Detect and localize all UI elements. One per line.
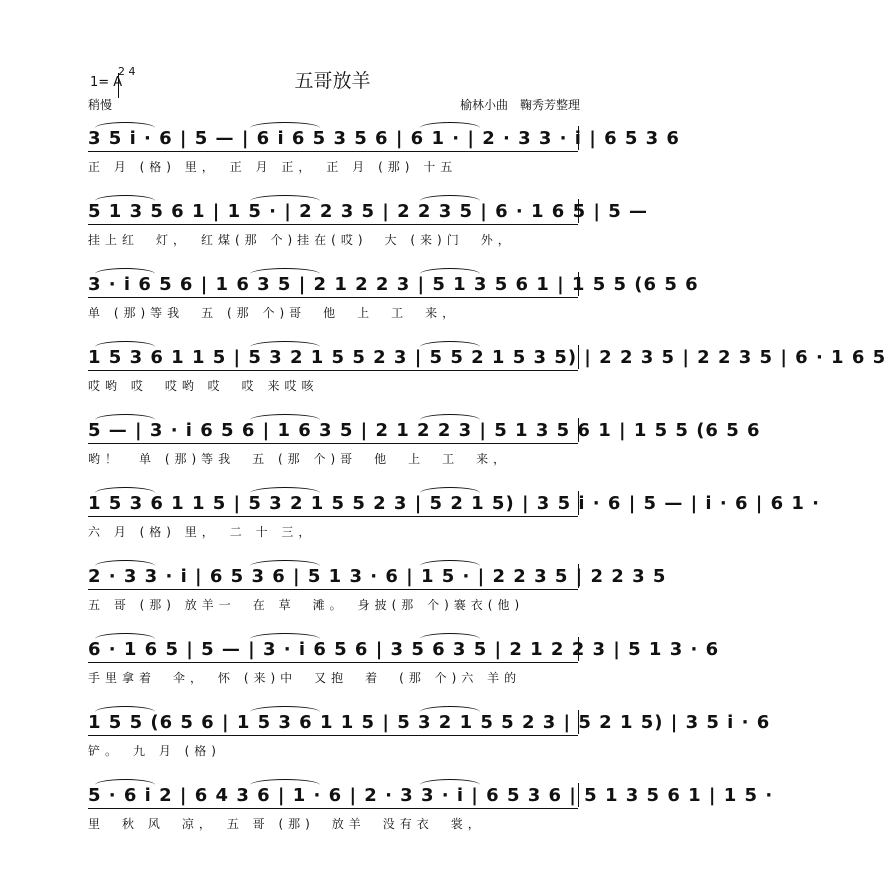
- beam-line: [88, 516, 578, 517]
- tie-arc: [420, 487, 480, 493]
- time-numerator: 2: [118, 65, 125, 78]
- notation-system: [0, 558, 665, 618]
- barline: [578, 783, 579, 807]
- notation-system: [0, 704, 771, 764]
- beam-line: [88, 297, 578, 298]
- beam-line: [88, 589, 578, 590]
- notation-system: [0, 485, 821, 545]
- notation-system: [0, 266, 699, 326]
- tie-arc: [420, 706, 480, 712]
- tie-arc: [95, 779, 155, 785]
- notation-line: 6 · 1 6 5 | 5 — | 3 · i 6 5 6 | 3 5 6 3 5 | 2 1 2 2 3 | 5 1 3 · 6: [88, 639, 720, 660]
- tie-arc: [250, 268, 320, 274]
- tie-arc: [420, 341, 480, 347]
- lyrics-line: 挂上红 灯， 红煤(那 个)挂在(哎) 大 (来)门 外，: [88, 233, 515, 247]
- notation-system: [0, 193, 665, 253]
- notation-line: 1 5 3 6 1 1 5 | 5 3 2 1 5 5 2 3 | 5 5 2 1 5 3 5) | 2 2 3 5 | 2 2 3 5 | 6 · 1 6 5: [88, 347, 886, 368]
- notation-line: 1 5 3 6 1 1 5 | 5 3 2 1 5 5 2 3 | 5 2 1 5) | 3 5 i · 6 | 5 — | i · 6 | 6 1 ·: [88, 493, 821, 514]
- beam-line: [88, 151, 578, 152]
- notation-line: 3 5 i · 6 | 5 — | 6 i 6 5 3 5 6 | 6 1 · | 2 · 3 3 · i | 6 5 3 6: [88, 128, 680, 149]
- tie-arc: [420, 195, 480, 201]
- lyrics-line: 单 (那)等我 五 (那 个)哥 他 上 工 来，: [88, 306, 460, 320]
- notation-line: 3 · i 6 5 6 | 1 6 3 5 | 2 1 2 2 3 | 5 1 3 5 6 1 | 1 5 5 (6 5 6: [88, 274, 699, 295]
- lyrics-line: 里 秋 风 凉， 五 哥 (那) 放羊 没有衣 裳，: [88, 817, 485, 831]
- notation-system: [0, 777, 774, 837]
- notation-system: [0, 339, 886, 399]
- barline: [578, 491, 579, 515]
- tie-arc: [250, 341, 320, 347]
- tie-arc: [95, 341, 155, 347]
- lyrics-line: 手里拿着 伞， 怀 (来)中 又抱 着 (那 个)六 羊的: [88, 671, 522, 685]
- barline: [578, 126, 579, 150]
- tie-arc: [250, 779, 320, 785]
- tie-arc: [420, 560, 480, 566]
- tie-arc: [95, 487, 155, 493]
- notation-line: 5 · 6 i 2 | 6 4 3 6 | 1 · 6 | 2 · 3 3 · i | 6 5 3 6 | 5 1 3 5 6 1 | 1 5 ·: [88, 785, 774, 806]
- tie-arc: [95, 560, 155, 566]
- tie-arc: [250, 706, 320, 712]
- tie-arc: [420, 268, 480, 274]
- barline: [578, 272, 579, 296]
- credit-line: 榆林小曲 鞠秀芳整理: [460, 98, 581, 112]
- lyrics-line: 正 月 (格) 里， 正 月 正， 正 月 (那) 十五: [88, 160, 458, 174]
- tempo-marking: 稍慢: [88, 98, 113, 112]
- beam-line: [88, 370, 578, 371]
- beam-line: [88, 662, 578, 663]
- notation-line: 5 — | 3 · i 6 5 6 | 1 6 3 5 | 2 1 2 2 3 | 5 1 3 5 6 1 | 1 5 5 (6 5 6: [88, 420, 761, 441]
- tie-arc: [250, 560, 320, 566]
- tie-arc: [95, 195, 155, 201]
- barline: [578, 637, 579, 661]
- tie-arc: [250, 414, 320, 420]
- lyrics-line: 铲。 九 月 (格): [88, 744, 221, 758]
- barline: [578, 710, 579, 734]
- time-denominator: 4: [128, 65, 136, 78]
- notation-system: [0, 120, 680, 180]
- beam-line: [88, 808, 578, 809]
- beam-line: [88, 224, 578, 225]
- song-title: 五哥放羊: [294, 70, 371, 92]
- key-signature: 1= A: [90, 75, 123, 90]
- tie-arc: [250, 195, 320, 201]
- tie-arc: [420, 122, 480, 128]
- time-signature: [118, 65, 136, 78]
- lyrics-line: 哎哟 哎 哎哟 哎 哎 来哎咳: [88, 379, 319, 393]
- tie-arc: [95, 633, 155, 639]
- barline: [578, 564, 579, 588]
- tie-arc: [95, 268, 155, 274]
- beam-line: [88, 735, 578, 736]
- lyrics-line: 哟！ 单 (那)等我 五 (那 个)哥 他 上 工 来，: [88, 452, 511, 466]
- barline: [578, 345, 579, 369]
- barline: [578, 199, 579, 223]
- notation-line: 5 1 3 5 6 1 | 1 5 · | 2 2 3 5 | 2 2 3 5 | 6 · 1 6 5 | 5 —: [88, 201, 649, 222]
- tie-arc: [420, 779, 480, 785]
- tie-arc: [95, 706, 155, 712]
- barline: [578, 418, 579, 442]
- tie-arc: [250, 487, 320, 493]
- notation-system: [0, 631, 720, 691]
- lyrics-line: 五 哥 (那) 放羊一 在 草 滩。 身披(那 个)褰衣(他): [88, 598, 525, 612]
- beam-line: [88, 443, 578, 444]
- notation-system: [0, 412, 761, 472]
- tie-arc: [95, 122, 155, 128]
- notation-line: 1 5 5 (6 5 6 | 1 5 3 6 1 1 5 | 5 3 2 1 5 5 2 3 | 5 2 1 5) | 3 5 i · 6: [88, 712, 771, 733]
- tie-arc: [250, 122, 320, 128]
- lyrics-line: 六 月 (格) 里， 二 十 三，: [88, 525, 316, 539]
- notation-line: 2 · 3 3 · i | 6 5 3 6 | 5 1 3 · 6 | 1 5 · | 2 2 3 5 | 2 2 3 5: [88, 566, 667, 587]
- tie-arc: [250, 633, 320, 639]
- tie-arc: [420, 414, 480, 420]
- tie-arc: [420, 633, 480, 639]
- tie-arc: [95, 414, 155, 420]
